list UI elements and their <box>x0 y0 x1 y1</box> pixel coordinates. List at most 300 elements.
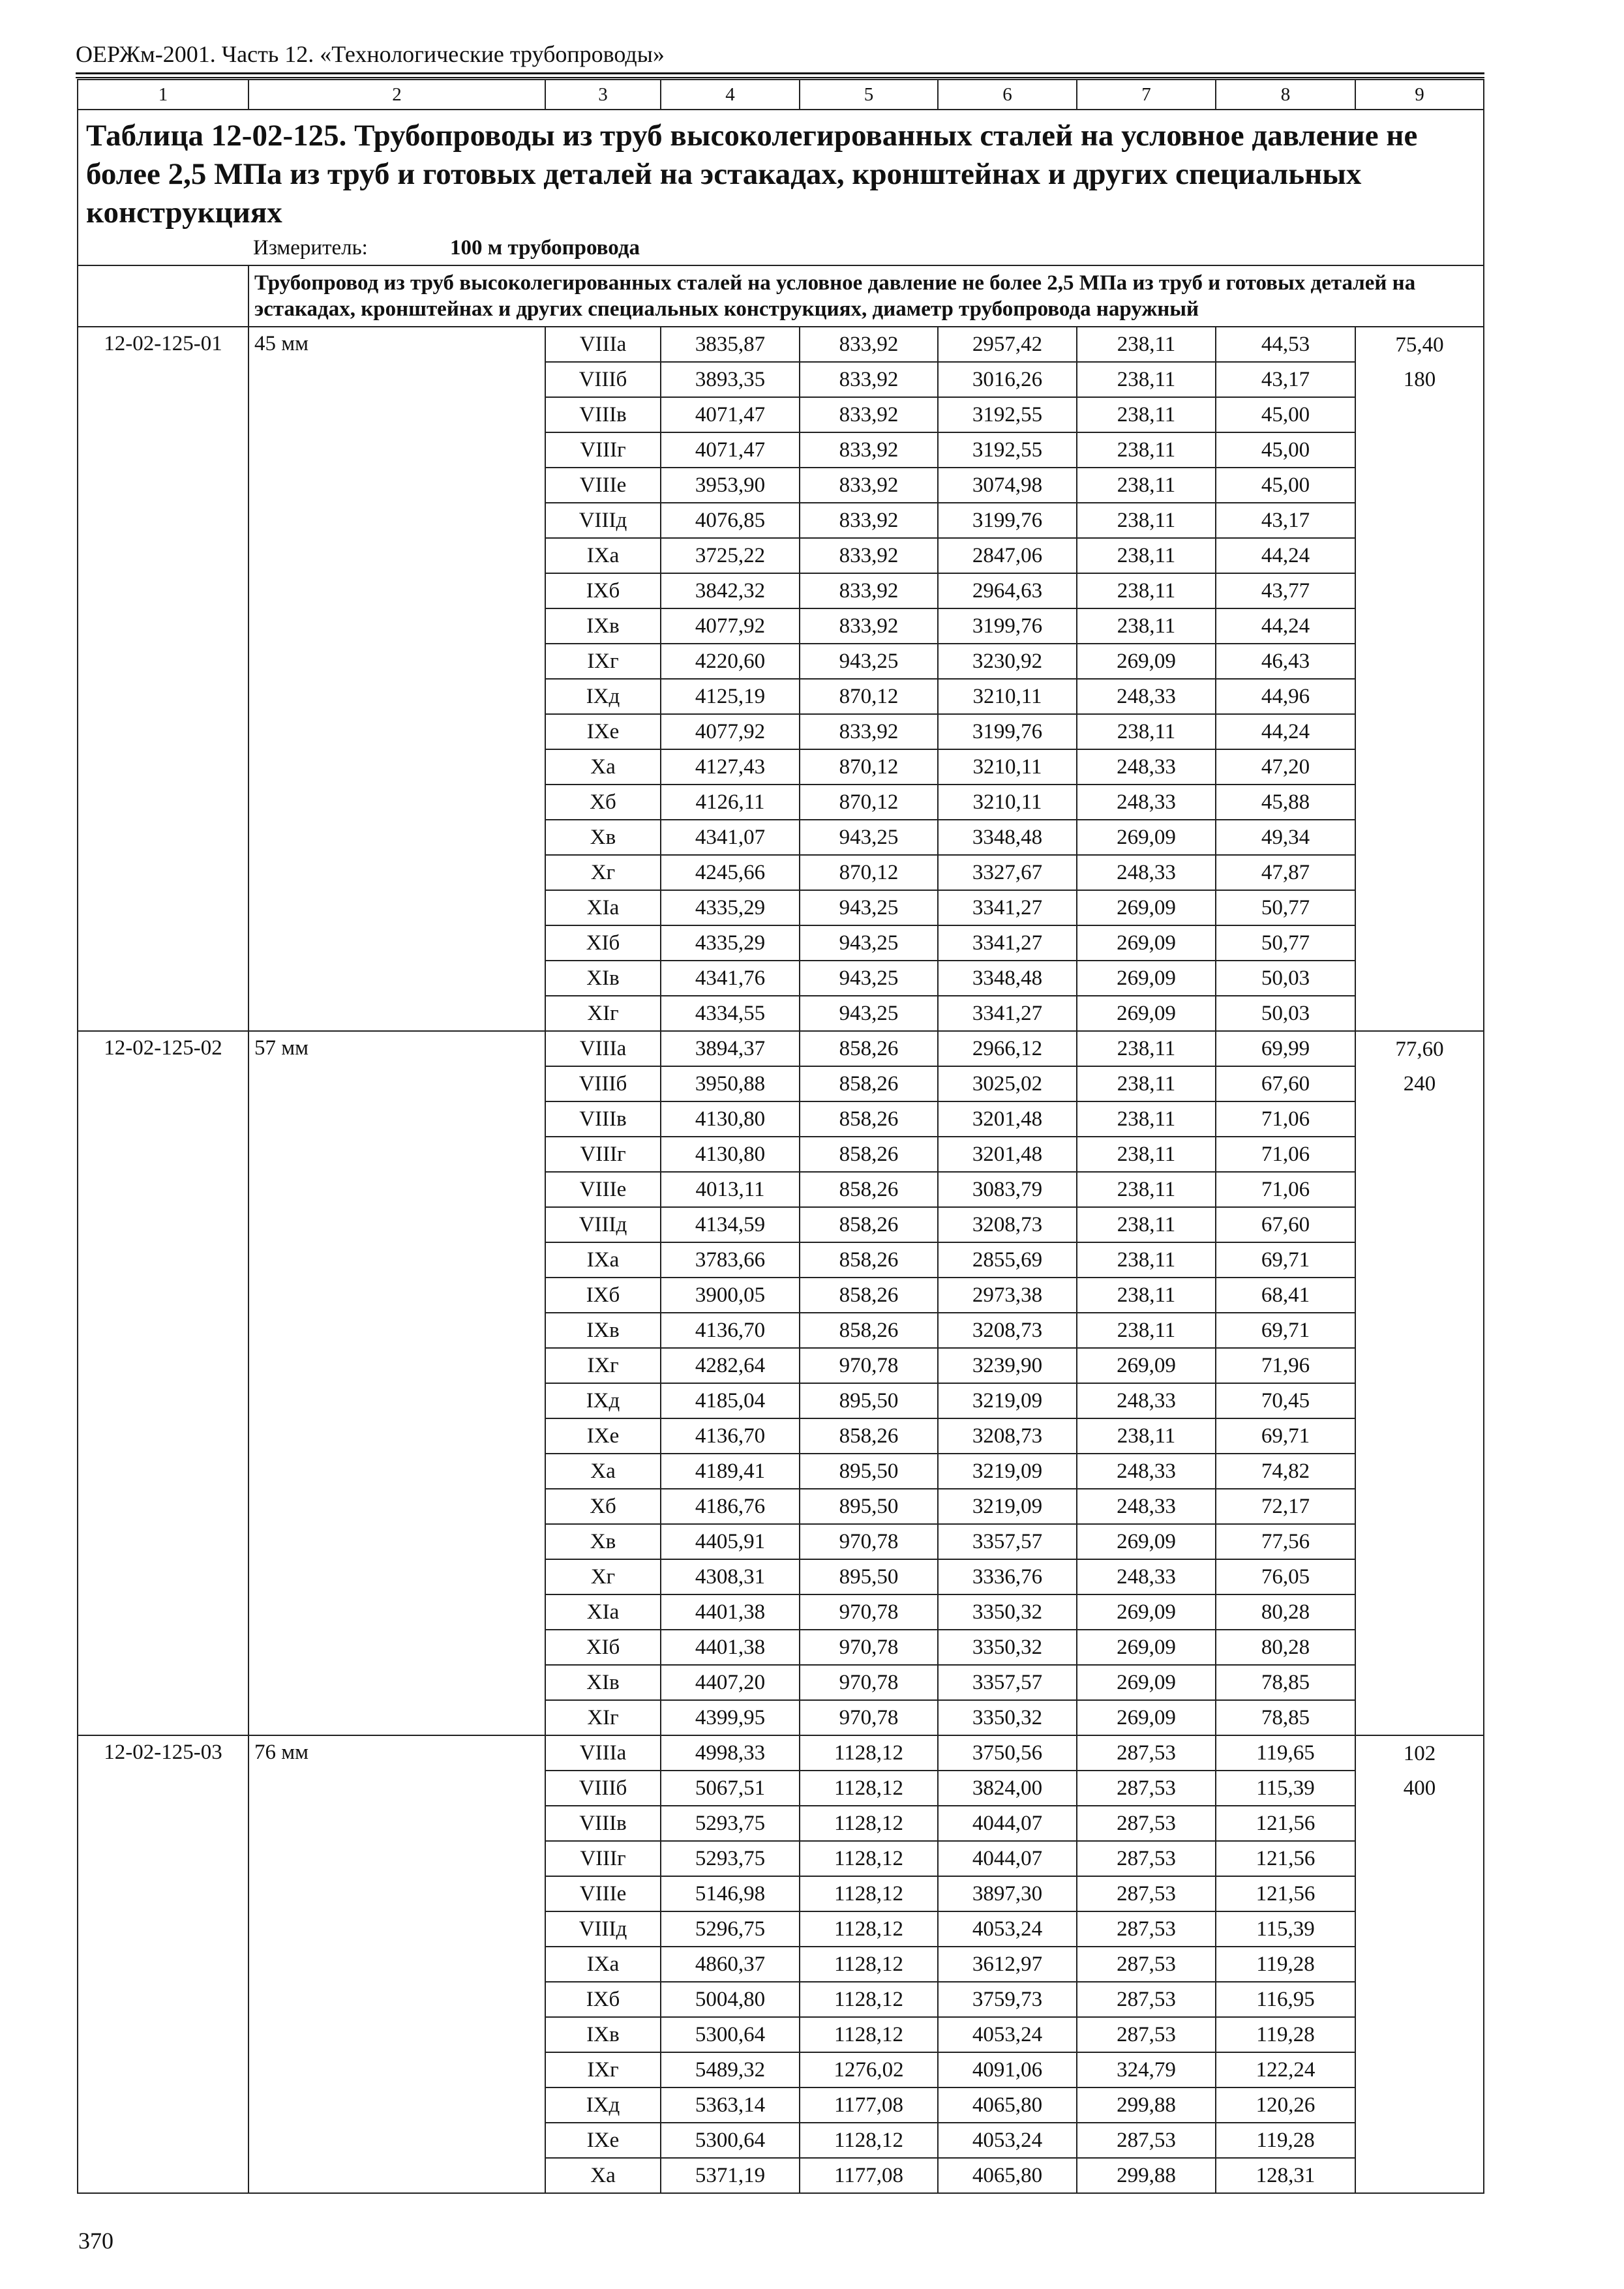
table-row <box>78 1031 1484 1066</box>
operator-wage: 287,53 <box>1077 1982 1216 2017</box>
machine-cost: 3208,73 <box>938 1418 1077 1454</box>
total-cost: 4245,66 <box>661 855 800 890</box>
labor-cost: 943,25 <box>800 961 938 996</box>
zone-code: VIIIв <box>545 1806 661 1841</box>
machine-cost: 2957,42 <box>938 327 1077 362</box>
operator-wage: 238,11 <box>1077 1278 1216 1313</box>
machine-cost: 3612,97 <box>938 1947 1077 1982</box>
materials-cost: 67,60 <box>1216 1066 1355 1101</box>
column-number: 8 <box>1216 80 1355 110</box>
zone-code: VIIIб <box>545 362 661 397</box>
header-rule <box>76 72 1484 74</box>
machine-cost: 3219,09 <box>938 1383 1077 1418</box>
materials-cost: 43,77 <box>1216 573 1355 608</box>
materials-cost: 46,43 <box>1216 644 1355 679</box>
materials-cost: 71,06 <box>1216 1137 1355 1172</box>
total-cost: 4077,92 <box>661 608 800 644</box>
total-cost: 5371,19 <box>661 2158 800 2193</box>
machine-cost: 3210,11 <box>938 679 1077 714</box>
labor-hours <box>1355 2052 1484 2087</box>
labor-hours <box>1355 1418 1484 1454</box>
materials-cost: 71,06 <box>1216 1172 1355 1207</box>
item-code: 12-02-125-02 <box>78 1031 248 1735</box>
labor-cost: 970,78 <box>800 1700 938 1735</box>
materials-cost: 70,45 <box>1216 1383 1355 1418</box>
materials-cost: 80,28 <box>1216 1630 1355 1665</box>
meter-label: Измеритель: <box>253 236 368 260</box>
machine-cost: 3210,11 <box>938 749 1077 785</box>
machine-cost: 2847,06 <box>938 538 1077 573</box>
machine-cost: 3239,90 <box>938 1348 1077 1383</box>
table-body <box>78 80 1484 2193</box>
operator-wage: 238,11 <box>1077 397 1216 432</box>
labor-cost: 858,26 <box>800 1066 938 1101</box>
zone-code: VIIIб <box>545 1066 661 1101</box>
pipe-diameter: 45 мм <box>248 327 545 1031</box>
materials-cost: 78,85 <box>1216 1700 1355 1735</box>
materials-cost: 49,34 <box>1216 820 1355 855</box>
zone-code: IXа <box>545 1947 661 1982</box>
total-cost: 4335,29 <box>661 925 800 961</box>
labor-cost: 833,92 <box>800 468 938 503</box>
operator-wage: 248,33 <box>1077 1559 1216 1594</box>
machine-cost: 3759,73 <box>938 1982 1077 2017</box>
zone-code: XIа <box>545 1594 661 1630</box>
operator-wage: 287,53 <box>1077 1876 1216 1911</box>
machine-cost: 3219,09 <box>938 1454 1077 1489</box>
operator-wage: 248,33 <box>1077 749 1216 785</box>
labor-cost: 895,50 <box>800 1559 938 1594</box>
labor-hours <box>1355 749 1484 785</box>
zone-code: IXб <box>545 573 661 608</box>
labor-cost: 970,78 <box>800 1348 938 1383</box>
operator-wage: 238,11 <box>1077 1101 1216 1137</box>
materials-cost: 76,05 <box>1216 1559 1355 1594</box>
machine-cost: 3357,57 <box>938 1524 1077 1559</box>
column-number: 5 <box>800 80 938 110</box>
total-cost: 4127,43 <box>661 749 800 785</box>
zone-code: VIIIд <box>545 1207 661 1242</box>
machine-cost: 3208,73 <box>938 1313 1077 1348</box>
labor-hours <box>1355 1348 1484 1383</box>
labor-cost: 833,92 <box>800 432 938 468</box>
operator-wage: 299,88 <box>1077 2158 1216 2193</box>
item-code: 12-02-125-03 <box>78 1735 248 2193</box>
machine-cost: 3350,32 <box>938 1594 1077 1630</box>
operator-wage: 238,11 <box>1077 468 1216 503</box>
machine-cost: 3348,48 <box>938 820 1077 855</box>
machine-cost: 3192,55 <box>938 397 1077 432</box>
zone-code: IXа <box>545 1242 661 1278</box>
zone-code: VIIIа <box>545 1031 661 1066</box>
labor-cost: 1177,08 <box>800 2087 938 2123</box>
zone-code: IXе <box>545 1418 661 1454</box>
total-cost: 4077,92 <box>661 714 800 749</box>
total-cost: 4282,64 <box>661 1348 800 1383</box>
machine-cost: 3897,30 <box>938 1876 1077 1911</box>
zone-code: XIг <box>545 996 661 1031</box>
zone-code: XIв <box>545 961 661 996</box>
total-cost: 5489,32 <box>661 2052 800 2087</box>
pipe-diameter: 76 мм <box>248 1735 545 2193</box>
labor-cost: 833,92 <box>800 327 938 362</box>
labor-hours <box>1355 573 1484 608</box>
labor-hours <box>1355 1101 1484 1137</box>
machine-cost: 3210,11 <box>938 785 1077 820</box>
machine-cost: 3336,76 <box>938 1559 1077 1594</box>
machine-cost: 3230,92 <box>938 644 1077 679</box>
operator-wage: 238,11 <box>1077 432 1216 468</box>
materials-cost: 47,20 <box>1216 749 1355 785</box>
machine-cost: 3348,48 <box>938 961 1077 996</box>
machine-cost: 4053,24 <box>938 2017 1077 2052</box>
materials-cost: 44,96 <box>1216 679 1355 714</box>
zone-code: IXд <box>545 679 661 714</box>
zone-code: Xа <box>545 749 661 785</box>
labor-cost: 970,78 <box>800 1665 938 1700</box>
total-cost: 5296,75 <box>661 1911 800 1947</box>
operator-wage: 269,09 <box>1077 1665 1216 1700</box>
labor-hours <box>1355 925 1484 961</box>
table-title-row <box>78 110 1484 265</box>
labor-hours <box>1355 1207 1484 1242</box>
zone-code: Xб <box>545 1489 661 1524</box>
total-cost: 3893,35 <box>661 362 800 397</box>
machine-cost: 3341,27 <box>938 925 1077 961</box>
materials-cost: 45,00 <box>1216 432 1355 468</box>
table-title-cell <box>78 110 1484 265</box>
operator-wage: 238,11 <box>1077 1172 1216 1207</box>
materials-cost: 69,71 <box>1216 1418 1355 1454</box>
materials-cost: 69,71 <box>1216 1242 1355 1278</box>
operator-wage: 269,09 <box>1077 925 1216 961</box>
materials-cost: 43,17 <box>1216 503 1355 538</box>
labor-hours <box>1355 397 1484 432</box>
total-cost: 4405,91 <box>661 1524 800 1559</box>
labor-hours <box>1355 961 1484 996</box>
zone-code: VIIIа <box>545 327 661 362</box>
machine-cost: 2855,69 <box>938 1242 1077 1278</box>
labor-hours <box>1355 1489 1484 1524</box>
materials-cost: 45,00 <box>1216 397 1355 432</box>
pipe-diameter: 57 мм <box>248 1031 545 1735</box>
materials-cost: 50,03 <box>1216 996 1355 1031</box>
materials-cost: 120,26 <box>1216 2087 1355 2123</box>
materials-cost: 44,24 <box>1216 608 1355 644</box>
total-cost: 4134,59 <box>661 1207 800 1242</box>
materials-cost: 67,60 <box>1216 1207 1355 1242</box>
zone-code: IXе <box>545 2123 661 2158</box>
labor-cost: 970,78 <box>800 1594 938 1630</box>
materials-cost: 69,71 <box>1216 1313 1355 1348</box>
zone-code: VIIIе <box>545 1876 661 1911</box>
table-title: Таблица 12-02-125. Трубопроводы из труб высоколегированных сталей на условное давление не более 2,5 МПа из труб и готовых деталей на эстакадах, кронштейнах и других специальных конструкциях <box>86 119 1418 230</box>
machine-cost: 2973,38 <box>938 1278 1077 1313</box>
machine-cost: 4053,24 <box>938 2123 1077 2158</box>
materials-cost: 119,65 <box>1216 1735 1355 1771</box>
operator-wage: 269,09 <box>1077 1524 1216 1559</box>
zone-code: IXг <box>545 1348 661 1383</box>
column-number-row <box>78 80 1484 110</box>
materials-cost: 45,00 <box>1216 468 1355 503</box>
labor-cost: 858,26 <box>800 1031 938 1066</box>
subheading-row <box>78 265 1484 327</box>
zone-code: Xа <box>545 1454 661 1489</box>
machine-cost: 3327,67 <box>938 855 1077 890</box>
labor-hours: 75,40 <box>1355 327 1484 362</box>
labor-cost: 870,12 <box>800 855 938 890</box>
column-number: 4 <box>661 80 800 110</box>
zone-code: XIв <box>545 1665 661 1700</box>
materials-cost: 72,17 <box>1216 1489 1355 1524</box>
operator-wage: 248,33 <box>1077 1383 1216 1418</box>
operator-wage: 287,53 <box>1077 1911 1216 1947</box>
zone-code: XIа <box>545 890 661 925</box>
materials-cost: 43,17 <box>1216 362 1355 397</box>
machine-cost: 4065,80 <box>938 2087 1077 2123</box>
operator-wage: 269,09 <box>1077 820 1216 855</box>
labor-hours <box>1355 1278 1484 1313</box>
zone-code: VIIIе <box>545 1172 661 1207</box>
zone-code: IXд <box>545 2087 661 2123</box>
machine-cost: 2966,12 <box>938 1031 1077 1066</box>
zone-code: IXб <box>545 1982 661 2017</box>
total-cost: 4013,11 <box>661 1172 800 1207</box>
table-row <box>78 1735 1484 1771</box>
total-cost: 4126,11 <box>661 785 800 820</box>
operator-wage: 287,53 <box>1077 1735 1216 1771</box>
materials-cost: 77,56 <box>1216 1524 1355 1559</box>
rates-table <box>77 79 1484 2194</box>
materials-cost: 128,31 <box>1216 2158 1355 2193</box>
total-cost: 3953,90 <box>661 468 800 503</box>
labor-hours: 240 <box>1355 1066 1484 1101</box>
operator-wage: 238,11 <box>1077 573 1216 608</box>
total-cost: 4130,80 <box>661 1101 800 1137</box>
operator-wage: 248,33 <box>1077 679 1216 714</box>
materials-cost: 71,06 <box>1216 1101 1355 1137</box>
machine-cost: 4053,24 <box>938 1911 1077 1947</box>
materials-cost: 69,99 <box>1216 1031 1355 1066</box>
operator-wage: 248,33 <box>1077 1454 1216 1489</box>
materials-cost: 121,56 <box>1216 1876 1355 1911</box>
column-number: 9 <box>1355 80 1484 110</box>
operator-wage: 269,09 <box>1077 890 1216 925</box>
labor-hours: 400 <box>1355 1771 1484 1806</box>
page-header: ОЕРЖм-2001. Часть 12. «Технологические трубопроводы» <box>76 41 665 67</box>
machine-cost: 4044,07 <box>938 1806 1077 1841</box>
operator-wage: 287,53 <box>1077 2123 1216 2158</box>
labor-hours <box>1355 820 1484 855</box>
zone-code: IXв <box>545 2017 661 2052</box>
materials-cost: 44,24 <box>1216 538 1355 573</box>
operator-wage: 324,79 <box>1077 2052 1216 2087</box>
operator-wage: 238,11 <box>1077 1031 1216 1066</box>
machine-cost: 3350,32 <box>938 1630 1077 1665</box>
total-cost: 3835,87 <box>661 327 800 362</box>
operator-wage: 238,11 <box>1077 503 1216 538</box>
materials-cost: 71,96 <box>1216 1348 1355 1383</box>
zone-code: IXв <box>545 1313 661 1348</box>
total-cost: 4186,76 <box>661 1489 800 1524</box>
labor-cost: 858,26 <box>800 1278 938 1313</box>
zone-code: IXг <box>545 644 661 679</box>
labor-hours <box>1355 432 1484 468</box>
labor-hours <box>1355 1947 1484 1982</box>
labor-cost: 858,26 <box>800 1172 938 1207</box>
item-code: 12-02-125-01 <box>78 327 248 1031</box>
total-cost: 5363,14 <box>661 2087 800 2123</box>
total-cost: 4860,37 <box>661 1947 800 1982</box>
total-cost: 4998,33 <box>661 1735 800 1771</box>
zone-code: VIIIа <box>545 1735 661 1771</box>
operator-wage: 269,09 <box>1077 961 1216 996</box>
total-cost: 3725,22 <box>661 538 800 573</box>
total-cost: 5293,75 <box>661 1841 800 1876</box>
labor-hours <box>1355 1630 1484 1665</box>
machine-cost: 3199,76 <box>938 503 1077 538</box>
materials-cost: 80,28 <box>1216 1594 1355 1630</box>
total-cost: 4185,04 <box>661 1383 800 1418</box>
machine-cost: 3208,73 <box>938 1207 1077 1242</box>
column-number: 3 <box>545 80 661 110</box>
zone-code: VIIIд <box>545 1911 661 1947</box>
labor-cost: 1177,08 <box>800 2158 938 2193</box>
labor-hours <box>1355 2158 1484 2193</box>
operator-wage: 238,11 <box>1077 1137 1216 1172</box>
labor-cost: 1128,12 <box>800 1947 938 1982</box>
labor-cost: 870,12 <box>800 679 938 714</box>
total-cost: 4341,76 <box>661 961 800 996</box>
materials-cost: 68,41 <box>1216 1278 1355 1313</box>
zone-code: XIб <box>545 1630 661 1665</box>
operator-wage: 238,11 <box>1077 1207 1216 1242</box>
total-cost: 4407,20 <box>661 1665 800 1700</box>
labor-hours <box>1355 1594 1484 1630</box>
total-cost: 4220,60 <box>661 644 800 679</box>
total-cost: 4076,85 <box>661 503 800 538</box>
labor-hours <box>1355 785 1484 820</box>
operator-wage: 248,33 <box>1077 855 1216 890</box>
labor-cost: 833,92 <box>800 608 938 644</box>
meter-value: 100 м трубопровода <box>450 236 640 260</box>
materials-cost: 115,39 <box>1216 1771 1355 1806</box>
labor-cost: 858,26 <box>800 1137 938 1172</box>
total-cost: 5004,80 <box>661 1982 800 2017</box>
zone-code: VIIIв <box>545 397 661 432</box>
labor-hours <box>1355 1242 1484 1278</box>
total-cost: 4130,80 <box>661 1137 800 1172</box>
operator-wage: 299,88 <box>1077 2087 1216 2123</box>
total-cost: 4136,70 <box>661 1313 800 1348</box>
zone-code: XIб <box>545 925 661 961</box>
zone-code: VIIIг <box>545 1841 661 1876</box>
labor-hours <box>1355 855 1484 890</box>
meter-line <box>86 233 1475 262</box>
machine-cost: 3219,09 <box>938 1489 1077 1524</box>
total-cost: 4071,47 <box>661 397 800 432</box>
labor-cost: 895,50 <box>800 1489 938 1524</box>
total-cost: 3900,05 <box>661 1278 800 1313</box>
table-row <box>78 327 1484 362</box>
labor-hours <box>1355 1911 1484 1947</box>
total-cost: 4401,38 <box>661 1630 800 1665</box>
labor-hours: 77,60 <box>1355 1031 1484 1066</box>
zone-code: Xг <box>545 1559 661 1594</box>
operator-wage: 238,11 <box>1077 362 1216 397</box>
operator-wage: 238,11 <box>1077 1313 1216 1348</box>
labor-cost: 1128,12 <box>800 1876 938 1911</box>
labor-cost: 1128,12 <box>800 2017 938 2052</box>
total-cost: 4125,19 <box>661 679 800 714</box>
machine-cost: 3350,32 <box>938 1700 1077 1735</box>
machine-cost: 4065,80 <box>938 2158 1077 2193</box>
total-cost: 4341,07 <box>661 820 800 855</box>
labor-hours <box>1355 2087 1484 2123</box>
zone-code: XIг <box>545 1700 661 1735</box>
labor-cost: 870,12 <box>800 785 938 820</box>
operator-wage: 269,09 <box>1077 1594 1216 1630</box>
machine-cost: 3074,98 <box>938 468 1077 503</box>
machine-cost: 3341,27 <box>938 996 1077 1031</box>
materials-cost: 44,24 <box>1216 714 1355 749</box>
operator-wage: 238,11 <box>1077 1418 1216 1454</box>
labor-hours <box>1355 644 1484 679</box>
labor-cost: 1128,12 <box>800 1771 938 1806</box>
total-cost: 4401,38 <box>661 1594 800 1630</box>
labor-hours <box>1355 538 1484 573</box>
materials-cost: 74,82 <box>1216 1454 1355 1489</box>
labor-hours <box>1355 1524 1484 1559</box>
labor-cost: 970,78 <box>800 1630 938 1665</box>
total-cost: 4399,95 <box>661 1700 800 1735</box>
total-cost: 4071,47 <box>661 432 800 468</box>
zone-code: Xа <box>545 2158 661 2193</box>
labor-hours <box>1355 2017 1484 2052</box>
machine-cost: 3201,48 <box>938 1101 1077 1137</box>
materials-cost: 50,77 <box>1216 925 1355 961</box>
machine-cost: 3025,02 <box>938 1066 1077 1101</box>
labor-cost: 870,12 <box>800 749 938 785</box>
materials-cost: 119,28 <box>1216 1947 1355 1982</box>
operator-wage: 269,09 <box>1077 1700 1216 1735</box>
labor-hours <box>1355 1137 1484 1172</box>
labor-hours <box>1355 1876 1484 1911</box>
materials-cost: 121,56 <box>1216 1841 1355 1876</box>
materials-cost: 45,88 <box>1216 785 1355 820</box>
operator-wage: 248,33 <box>1077 785 1216 820</box>
zone-code: VIIIв <box>545 1101 661 1137</box>
total-cost: 4189,41 <box>661 1454 800 1489</box>
labor-cost: 970,78 <box>800 1524 938 1559</box>
operator-wage: 287,53 <box>1077 1771 1216 1806</box>
labor-hours <box>1355 1383 1484 1418</box>
labor-hours: 102 <box>1355 1735 1484 1771</box>
header-rule-secondary <box>76 77 1484 78</box>
materials-cost: 121,56 <box>1216 1806 1355 1841</box>
labor-hours <box>1355 1454 1484 1489</box>
labor-cost: 833,92 <box>800 362 938 397</box>
operator-wage: 238,11 <box>1077 714 1216 749</box>
operator-wage: 269,09 <box>1077 644 1216 679</box>
zone-code: VIIIб <box>545 1771 661 1806</box>
materials-cost: 47,87 <box>1216 855 1355 890</box>
zone-code: Xг <box>545 855 661 890</box>
total-cost: 3950,88 <box>661 1066 800 1101</box>
labor-cost: 833,92 <box>800 397 938 432</box>
total-cost: 3783,66 <box>661 1242 800 1278</box>
operator-wage: 238,11 <box>1077 1066 1216 1101</box>
